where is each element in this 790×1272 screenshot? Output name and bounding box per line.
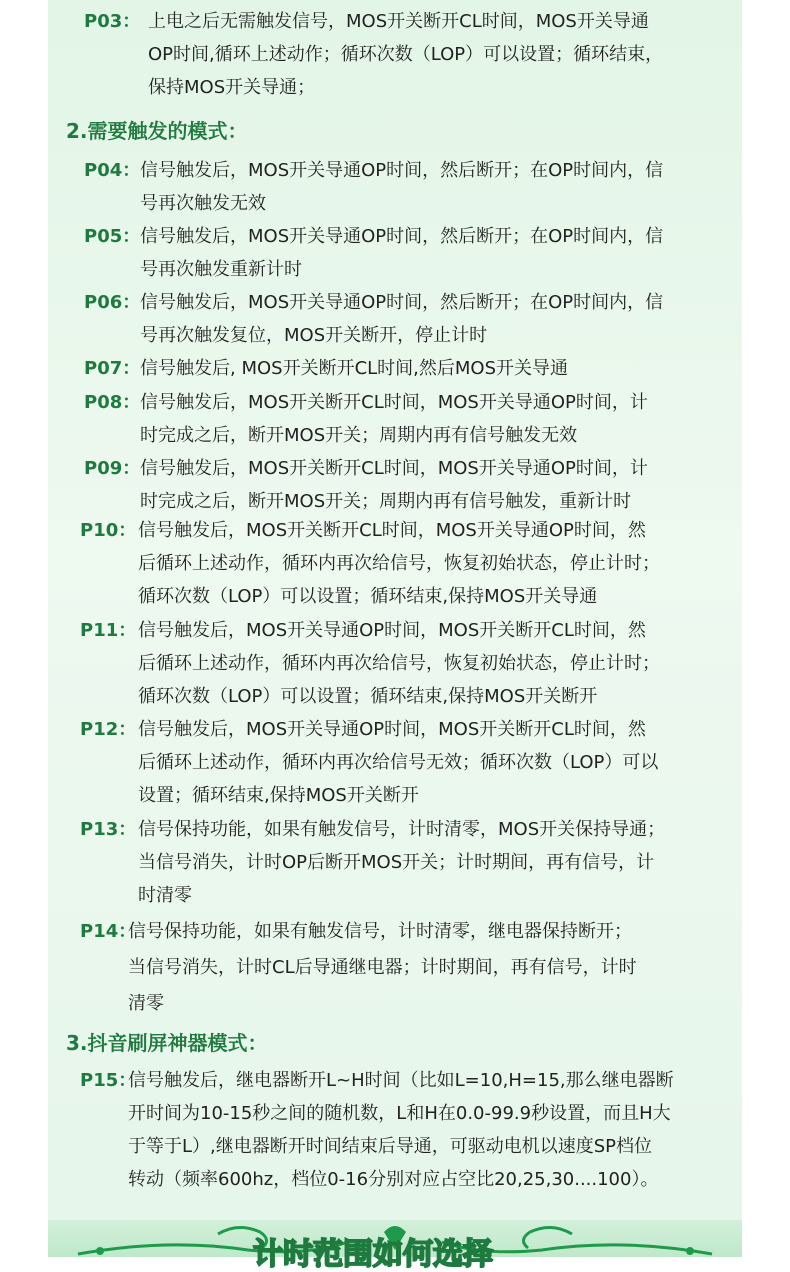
mode-description-line: 时完成之后，断开MOS开关；周期内再有信号触发无效 xyxy=(140,425,578,446)
mode-description-line: 当信号消失，计时CL后导通继电器；计时期间，再有信号，计时 xyxy=(128,957,637,978)
mode-description-line: 循环次数（LOP）可以设置；循环结束,保持MOS开关导通 xyxy=(138,586,598,607)
mode-code: P03： xyxy=(84,11,141,32)
mode-description-line: 时清零 xyxy=(138,885,192,906)
mode-description-line: 信号保持功能，如果有触发信号，计时清零，MOS开关保持导通； xyxy=(138,819,666,840)
mode-description-line: 信号保持功能，如果有触发信号，计时清零，继电器保持断开； xyxy=(128,921,632,942)
mode-description-line: 后循环上述动作，循环内再次给信号，恢复初始状态，停止计时； xyxy=(138,653,660,674)
footer-heading-partial: 计时范围如何选择 xyxy=(253,1237,493,1272)
mode-description-line: 信号触发后，MOS开关导通OP时间，然后断开；在OP时间内，信 xyxy=(140,226,664,247)
mode-description-line: 后循环上述动作，循环内再次给信号无效；循环次数（LOP）可以 xyxy=(138,752,659,773)
mode-description-line: 信号触发后，MOS开关导通OP时间，然后断开；在OP时间内，信 xyxy=(140,292,664,313)
mode-description-line: 信号触发后，MOS开关导通OP时间，然后断开；在OP时间内，信 xyxy=(140,160,664,181)
mode-code: P13： xyxy=(80,819,137,840)
mode-description-line: 上电之后无需触发信号，MOS开关断开CL时间，MOS开关导通 xyxy=(148,11,649,32)
mode-description-line: 于等于L）,继电器断开时间结束后导通，可驱动电机以速度SP档位 xyxy=(128,1136,653,1157)
mode-code: P15： xyxy=(80,1070,137,1091)
mode-code: P07： xyxy=(84,358,141,379)
mode-description-line: 信号触发后，MOS开关断开CL时间，MOS开关导通OP时间，计 xyxy=(140,458,648,479)
mode-code: P11： xyxy=(80,620,137,641)
mode-description-line: 时完成之后，断开MOS开关；周期内再有信号触发，重新计时 xyxy=(140,491,632,512)
mode-code: P12： xyxy=(80,719,137,740)
mode-description-line: 后循环上述动作，循环内再次给信号，恢复初始状态，停止计时； xyxy=(138,553,660,574)
mode-code: P10： xyxy=(80,520,137,541)
mode-code: P14： xyxy=(80,921,137,942)
mode-description-line: 号再次触发重新计时 xyxy=(140,259,302,280)
mode-description-line: 转动（频率600hz，档位0-16分别对应占空比20,25,30....100）。 xyxy=(128,1169,659,1190)
mode-description-line: 保持MOS开关导通； xyxy=(148,77,316,98)
section-title-s2: 2.需要触发的模式： xyxy=(66,119,248,143)
mode-description-line: 当信号消失，计时OP后断开MOS开关；计时期间，再有信号，计 xyxy=(138,852,655,873)
mode-description-line: 信号触发后, MOS开关断开CL时间,然后MOS开关导通 xyxy=(140,358,569,379)
mode-description-line: 设置；循环结束,保持MOS开关断开 xyxy=(138,785,419,806)
mode-description-line: 信号触发后，继电器断开L~H时间（比如L=10,H=15,那么继电器断 xyxy=(128,1070,674,1091)
mode-description-line: 循环次数（LOP）可以设置；循环结束,保持MOS开关断开 xyxy=(138,686,598,707)
mode-description-line: 号再次触发复位，MOS开关断开，停止计时 xyxy=(140,325,488,346)
mode-code: P04： xyxy=(84,160,141,181)
mode-description-line: OP时间,循环上述动作；循环次数（LOP）可以设置；循环结束， xyxy=(148,44,664,65)
mode-description-line: 号再次触发无效 xyxy=(140,193,266,214)
footer-banner xyxy=(48,1220,742,1272)
mode-code: P05： xyxy=(84,226,141,247)
section-title-s3: 3.抖音刷屏神器模式： xyxy=(66,1031,268,1055)
mode-code: P08： xyxy=(84,392,141,413)
mode-code: P06： xyxy=(84,292,141,313)
mode-description-line: 信号触发后，MOS开关断开CL时间，MOS开关导通OP时间，计 xyxy=(140,392,648,413)
mode-description-line: 清零 xyxy=(128,993,164,1014)
mode-description-line: 信号触发后，MOS开关导通OP时间，MOS开关断开CL时间，然 xyxy=(138,620,646,641)
mode-description-line: 开时间为10-15秒之间的随机数，L和H在0.0-99.9秒设置，而且H大 xyxy=(128,1103,671,1124)
mode-description-line: 信号触发后，MOS开关断开CL时间，MOS开关导通OP时间，然 xyxy=(138,520,646,541)
mode-description-line: 信号触发后，MOS开关导通OP时间，MOS开关断开CL时间，然 xyxy=(138,719,646,740)
mode-code: P09： xyxy=(84,458,141,479)
